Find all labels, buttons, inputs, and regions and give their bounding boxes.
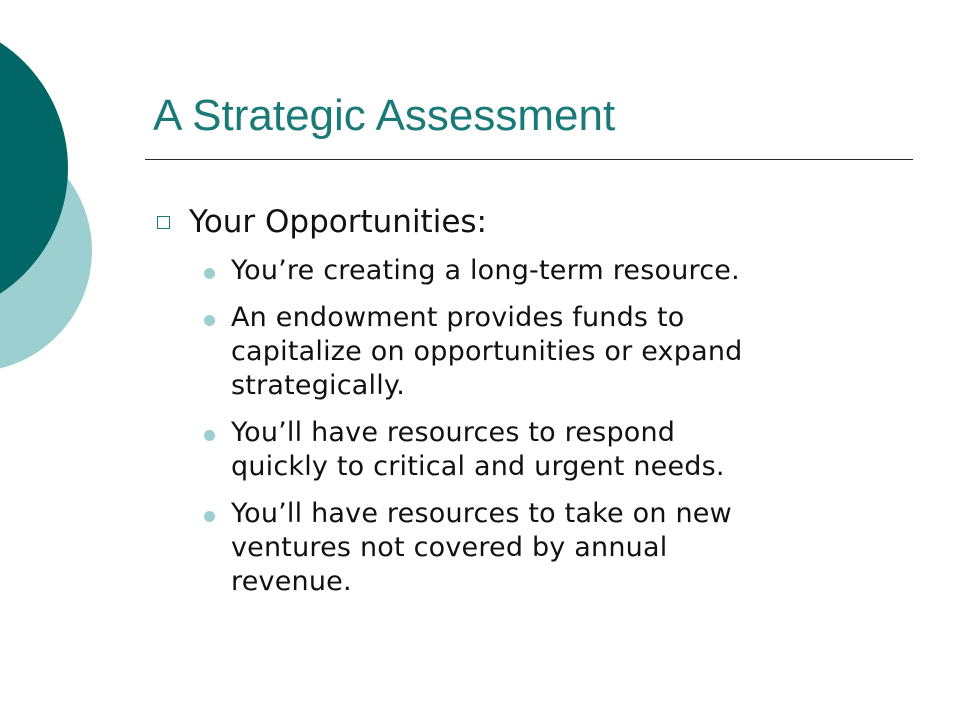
bullet-item [155, 254, 915, 288]
dot-bullet-icon [204, 315, 215, 326]
bullet-line: You’re creating a long-term resource. [231, 255, 740, 286]
bullet-line: capitalize on opportunities or expand [231, 336, 743, 367]
bullet-line: You’ll have resources to respond [231, 417, 676, 448]
square-bullet-icon [157, 216, 170, 229]
title-divider [145, 159, 913, 160]
section-heading-text: Your Opportunities: [189, 204, 487, 240]
dot-bullet-icon [204, 268, 215, 279]
bullet-item [155, 301, 915, 403]
dot-bullet-icon [204, 430, 215, 441]
bullet-line: You’ll have resources to take on new [231, 498, 732, 529]
dot-bullet-icon [204, 511, 215, 522]
bullet-line: strategically. [231, 370, 406, 401]
bullet-line: quickly to critical and urgent needs. [231, 451, 725, 482]
slide-title: A Strategic Assessment [153, 91, 616, 140]
bullet-item [155, 497, 915, 599]
bullet-list [155, 254, 915, 599]
bullet-line: An endowment provides funds to [231, 302, 685, 333]
slide-body [155, 200, 915, 612]
bullet-item [155, 416, 915, 484]
section-heading [155, 200, 915, 244]
bullet-line: revenue. [231, 566, 352, 597]
bullet-line: ventures not covered by annual [231, 532, 668, 563]
